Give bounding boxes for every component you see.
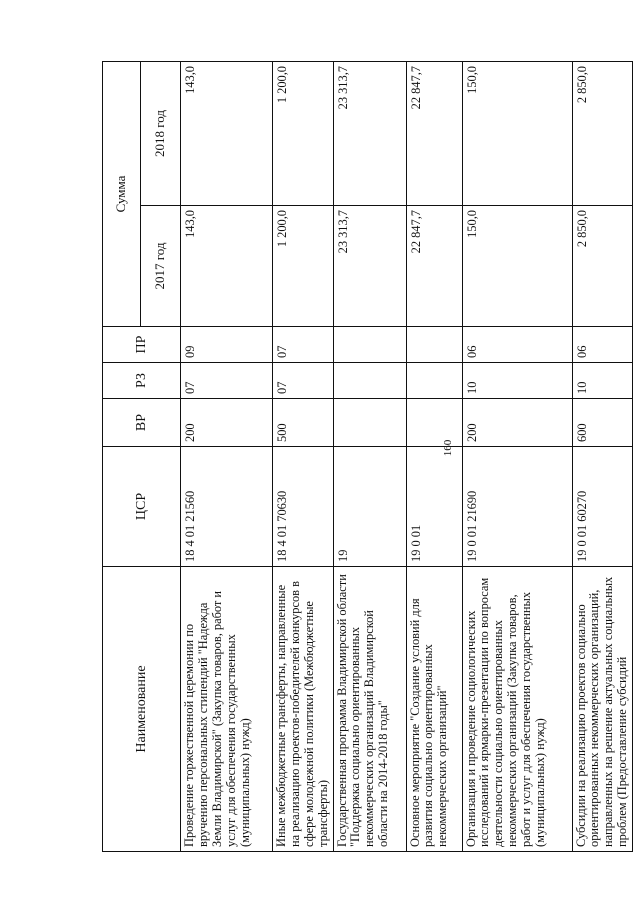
table-row <box>273 62 334 852</box>
cell-sum-2017: 1 200,0 <box>273 206 334 327</box>
cell-sum-2017: 143,0 <box>181 206 273 327</box>
cell-name: Проведение торжественной церемонии по вручению персональных стипендий "Надежда Земли Владимирской" (Закупка товаров, работ и услуг для обеспечения государственных (муниципальных) нужд) <box>181 567 273 852</box>
cell-vr <box>333 399 406 447</box>
header-name: Наименование <box>103 567 181 852</box>
cell-sum-2018: 143,0 <box>181 62 273 206</box>
table-body <box>181 62 633 852</box>
header-year-2017: 2017 год <box>141 206 181 327</box>
cell-rz: 07 <box>181 363 273 399</box>
header-vr: ВР <box>103 399 181 447</box>
header-csr: ЦСР <box>103 447 181 567</box>
cell-vr: 200 <box>462 399 572 447</box>
cell-vr <box>406 399 462 447</box>
cell-rz: 10 <box>462 363 572 399</box>
cell-name: Субсидии на реализацию проектов социально ориентированных некоммерческих организаций, направленных на решение актуальных социальных проблем (Предоставление субсидий <box>572 567 633 852</box>
cell-sum-2017: 23 313,7 <box>333 206 406 327</box>
cell-vr: 500 <box>273 399 334 447</box>
cell-name: Государственная программа Владимирской области "Поддержка социально ориентированных некоммерческих организаций Владимирской области на 2014-2018 годы" <box>333 567 406 852</box>
budget-table <box>102 61 633 852</box>
cell-vr: 200 <box>181 399 273 447</box>
table-row <box>333 62 406 852</box>
cell-name: Основное мероприятие "Создание условий для развития социально ориентированных некоммерческих организаций" <box>406 567 462 852</box>
cell-rz <box>406 363 462 399</box>
cell-sum-2018: 23 313,7 <box>333 62 406 206</box>
cell-csr: 19 0 01 60270 <box>572 447 633 567</box>
cell-pr: 09 <box>181 327 273 363</box>
table-row <box>462 62 572 852</box>
table-header <box>103 62 181 852</box>
page-number: 160 <box>442 439 454 457</box>
rotated-page-content <box>102 62 630 852</box>
cell-name: Иные межбюджетные трансферты, направленные на реализацию проектов-победителей конкурсов в сфере молодежной политики (Межбюджетные трансферты) <box>273 567 334 852</box>
cell-sum-2017: 150,0 <box>462 206 572 327</box>
cell-sum-2018: 2 850,0 <box>572 62 633 206</box>
cell-sum-2018: 22 847,7 <box>406 62 462 206</box>
cell-rz <box>333 363 406 399</box>
cell-pr <box>333 327 406 363</box>
cell-csr: 18 4 01 21560 <box>181 447 273 567</box>
cell-sum-2018: 150,0 <box>462 62 572 206</box>
cell-pr: 06 <box>572 327 633 363</box>
cell-sum-2017: 2 850,0 <box>572 206 633 327</box>
cell-csr: 18 4 01 70630 <box>273 447 334 567</box>
header-year-2018: 2018 год <box>141 62 181 206</box>
cell-pr: 06 <box>462 327 572 363</box>
cell-csr: 19 0 01 21690 <box>462 447 572 567</box>
table-row <box>572 62 633 852</box>
header-sum: Сумма <box>103 62 141 327</box>
table-row <box>181 62 273 852</box>
cell-csr: 19 0 01 <box>406 447 462 567</box>
cell-name: Организация и проведение социологических исследований и ярмарки-презентации по вопросам деятельности социально ориентированных некоммерческих организаций (Закупка товаров, работ и услуг для обеспечения государственных (муниципальных) нужд) <box>462 567 572 852</box>
table-row <box>406 62 462 852</box>
cell-csr: 19 <box>333 447 406 567</box>
header-pr: ПР <box>103 327 181 363</box>
cell-sum-2017: 22 847,7 <box>406 206 462 327</box>
cell-pr <box>406 327 462 363</box>
cell-pr: 07 <box>273 327 334 363</box>
cell-vr: 600 <box>572 399 633 447</box>
cell-rz: 10 <box>572 363 633 399</box>
cell-rz: 07 <box>273 363 334 399</box>
cell-sum-2018: 1 200,0 <box>273 62 334 206</box>
header-rz: РЗ <box>103 363 181 399</box>
